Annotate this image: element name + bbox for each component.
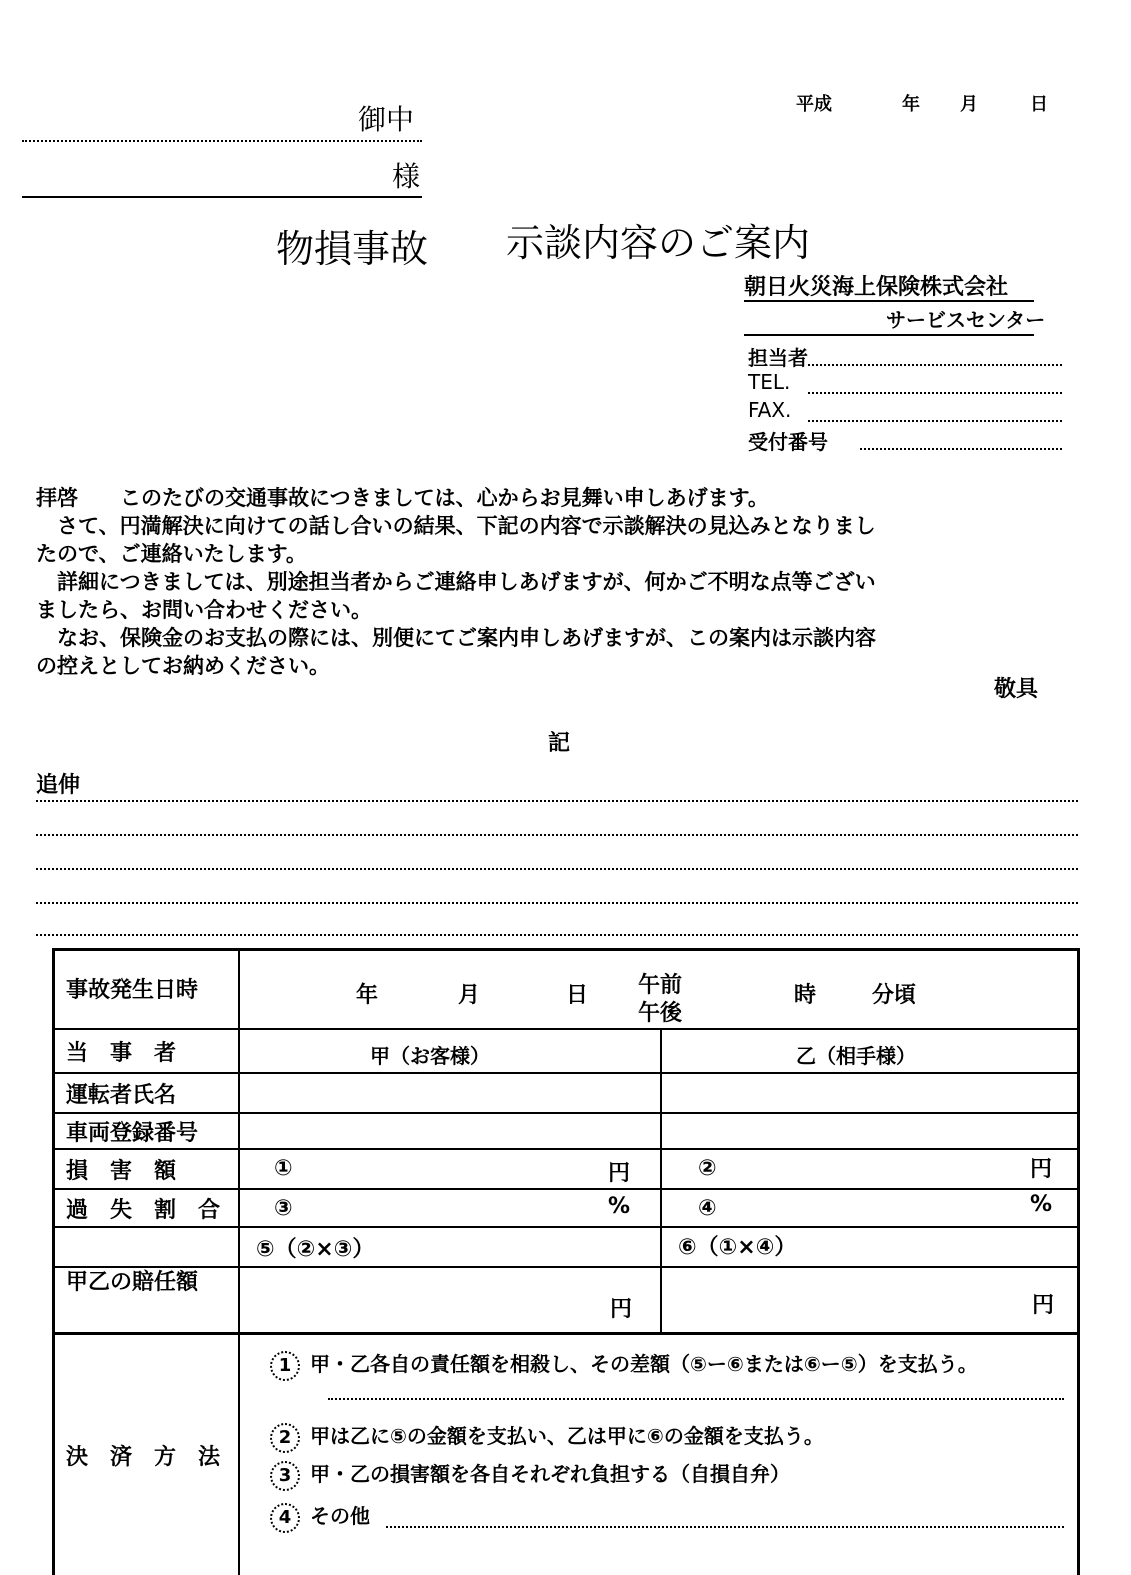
closing-keigu: 敬具 xyxy=(994,677,1039,702)
postscript-label: 追伸 xyxy=(36,773,81,798)
option-num-2: 2 xyxy=(270,1423,300,1453)
row-label-liability: 甲乙の賠任額 xyxy=(66,1269,199,1295)
dt-am: 午前 xyxy=(638,973,683,998)
option-text-4: その他 xyxy=(310,1504,370,1528)
date-day: 日 xyxy=(1030,94,1048,115)
option-text-1: 甲・乙各自の責任額を相殺し、その差額（⑤ー⑥または⑥ー⑤）を支払う。 xyxy=(310,1352,978,1376)
row-label-driver: 運転者氏名 xyxy=(66,1082,177,1108)
dt-pm: 午後 xyxy=(638,1001,683,1026)
liab-b: ⑥（①×④） xyxy=(678,1235,797,1260)
postscript-line-1 xyxy=(36,834,1078,836)
addressee-line-1 xyxy=(22,140,422,142)
body-line-6: の控えとしてお納めください。 xyxy=(36,654,330,678)
date-year: 年 xyxy=(902,94,920,115)
dt-month: 月 xyxy=(458,983,481,1008)
settle-option-4 xyxy=(270,1500,370,1533)
row-label-settlement: 決 済 方 法 xyxy=(66,1444,221,1470)
liab-b-unit: 円 xyxy=(1032,1293,1055,1318)
addressee-line-2 xyxy=(22,196,422,198)
company-field-line-3 xyxy=(860,448,1062,450)
liab-a-unit: 円 xyxy=(610,1297,633,1322)
company-name-underline xyxy=(744,300,1034,302)
row-label-party: 当 事 者 xyxy=(66,1040,177,1066)
settle-option-2 xyxy=(270,1420,824,1453)
fault-b-mark: ④ xyxy=(698,1196,717,1221)
fault-b-unit: % xyxy=(1030,1192,1053,1217)
dt-year: 年 xyxy=(356,983,379,1008)
row-label-damage: 損 害 額 xyxy=(66,1158,177,1184)
ki-heading: 記 xyxy=(548,731,571,756)
body-line-0: 拝啓 このたびの交通事故につきましては、心からお見舞い申しあげます。 xyxy=(36,486,769,510)
title-part2: 示談内容のご案内 xyxy=(506,221,811,265)
damage-b-unit: 円 xyxy=(1030,1157,1053,1182)
damage-a-mark: ① xyxy=(274,1156,293,1181)
company-field-0: 担当者 xyxy=(748,346,808,370)
company-dept: サービスセンター xyxy=(886,308,1046,332)
fault-a-unit: % xyxy=(608,1194,631,1219)
postscript-line-3 xyxy=(36,902,1078,904)
body-line-3: 詳細につきましては、別途担当者からご連絡申しあげますが、何かご不明な点等ござい xyxy=(36,570,876,594)
settle-line-4 xyxy=(386,1526,1064,1528)
body-line-5: なお、保険金のお支払の際には、別便にてご案内申しあげますが、この案内は示談内容 xyxy=(36,626,876,650)
option-text-2: 甲は乙に⑤の金額を支払い、乙は甲に⑥の金額を支払う。 xyxy=(310,1424,824,1448)
liab-a: ⑤（②×③） xyxy=(256,1237,375,1262)
dt-hour: 時 xyxy=(794,983,817,1008)
company-field-1: TEL. xyxy=(748,370,791,394)
addressee-sama: 様 xyxy=(392,160,421,193)
settle-option-3 xyxy=(270,1458,790,1491)
option-text-3: 甲・乙の損害額を各自それぞれ負担する（自損自弁） xyxy=(310,1462,790,1486)
body-line-2: たので、ご連絡いたします。 xyxy=(36,542,307,566)
body-line-1: さて、円満解決に向けての話し合いの結果、下記の内容で示談解決の見込みとなりまし xyxy=(36,514,876,538)
damage-b-mark: ② xyxy=(698,1156,717,1181)
company-field-line-0 xyxy=(808,364,1062,366)
settlement-table xyxy=(52,948,1080,1575)
settle-line-1 xyxy=(328,1398,1064,1400)
date-month: 月 xyxy=(960,94,978,115)
dt-day: 日 xyxy=(566,983,589,1008)
party-b: 乙（相手様） xyxy=(796,1044,916,1068)
party-a: 甲（お客様） xyxy=(370,1044,490,1068)
option-num-3: 3 xyxy=(270,1461,300,1491)
company-dept-underline xyxy=(744,334,1034,336)
damage-a-unit: 円 xyxy=(608,1161,631,1186)
postscript-line-4 xyxy=(36,934,1078,936)
addressee-onchu: 御中 xyxy=(358,103,415,136)
body-line-4: ましたら、お問い合わせください。 xyxy=(36,598,372,622)
option-num-1: 1 xyxy=(270,1351,300,1381)
company-field-3: 受付番号 xyxy=(748,430,828,454)
company-field-line-2 xyxy=(808,420,1062,422)
title-part1: 物損事故 xyxy=(276,227,429,271)
company-field-2: FAX. xyxy=(748,398,792,422)
company-field-line-1 xyxy=(808,392,1062,394)
dt-minute: 分頃 xyxy=(872,983,917,1008)
row-label-datetime: 事故発生日時 xyxy=(66,977,199,1003)
postscript-line-0 xyxy=(36,800,1078,802)
company-name: 朝日火災海上保険株式会社 xyxy=(744,275,1009,300)
postscript-line-2 xyxy=(36,868,1078,870)
settle-option-1 xyxy=(270,1348,978,1381)
row-label-vehicle: 車両登録番号 xyxy=(66,1120,199,1146)
fault-a-mark: ③ xyxy=(274,1196,293,1221)
date-era: 平成 xyxy=(796,94,832,115)
row-label-fault: 過 失 割 合 xyxy=(66,1197,221,1223)
option-num-4: 4 xyxy=(270,1503,300,1533)
